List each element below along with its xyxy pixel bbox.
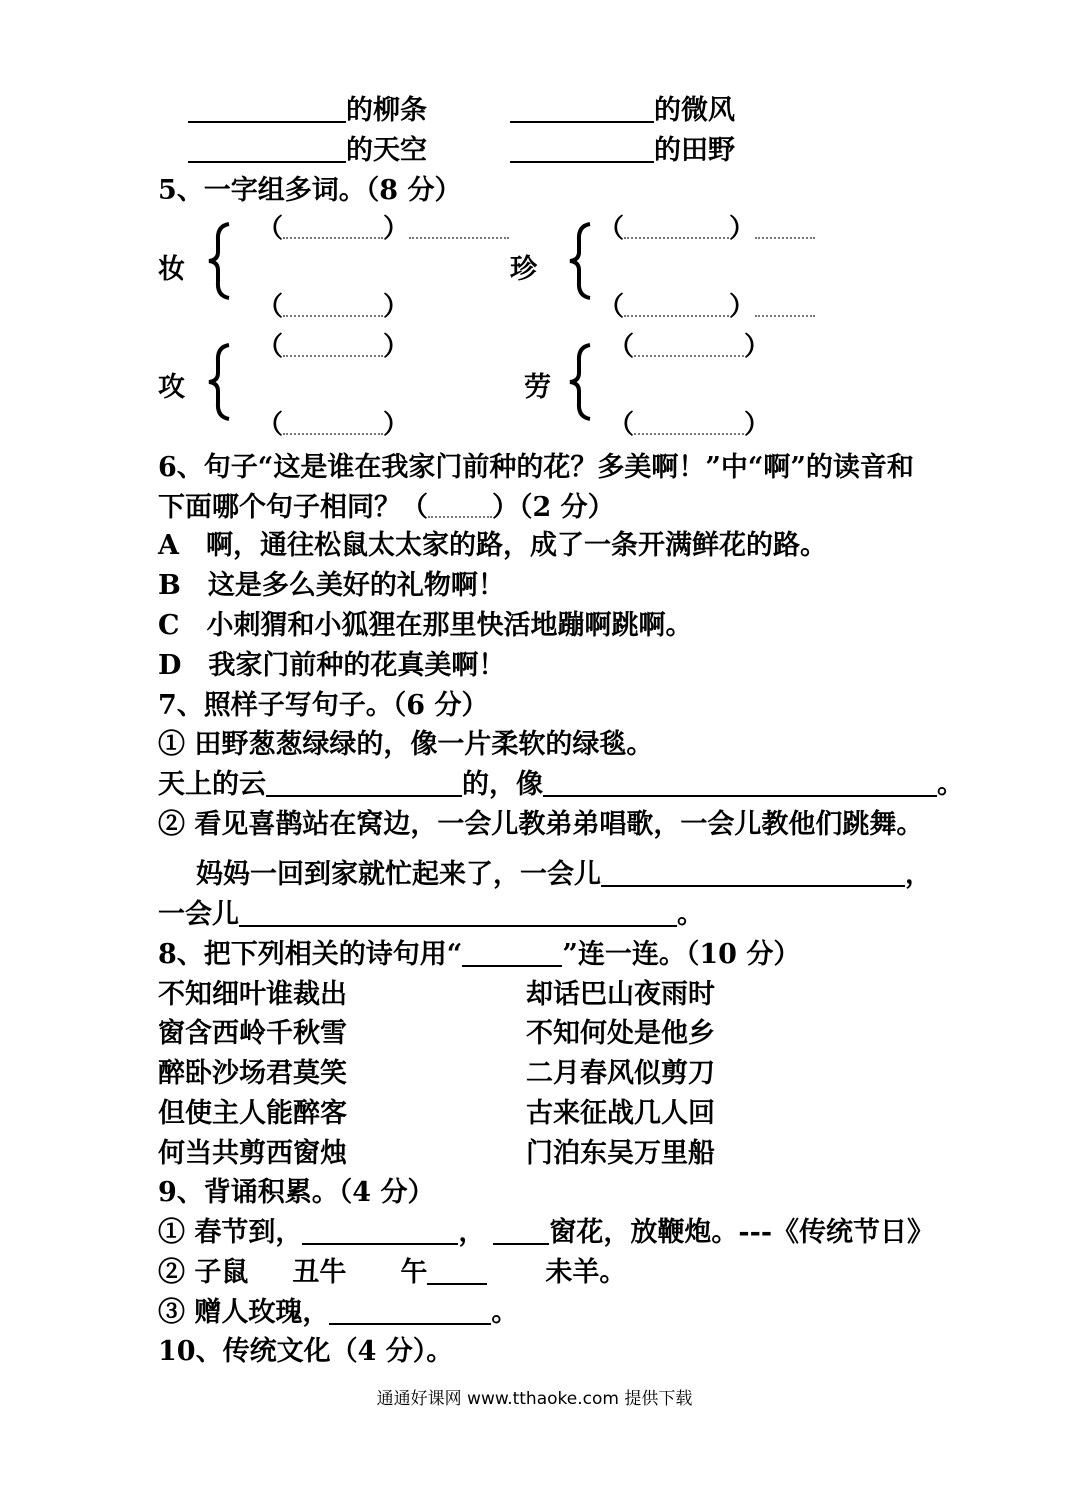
q6-line1: 6、句子“这是谁在我家门前种的花？多美啊！”中“啊”的读音和 — [158, 452, 914, 483]
q6-option-c: C 小刺猬和小狐狸在那里快活地蹦啊跳啊。 — [158, 610, 693, 641]
blank[interactable] — [427, 1257, 487, 1285]
q4-row1-b-text: 的微风 — [654, 95, 735, 126]
blank[interactable] — [329, 1297, 491, 1325]
q6-option-b: B 这是多么美好的礼物啊！ — [158, 570, 505, 601]
q7-example-2: ② 看见喜鹊站在窝边，一会儿教弟弟唱歌，一会儿教他们跳舞。 — [158, 809, 924, 840]
brace-icon — [566, 222, 596, 300]
q5-paren-2b[interactable]: （ ） — [598, 290, 815, 324]
footer: 通通好课网 www.tthaoke.com 提供下载 — [376, 1389, 693, 1409]
q4-row2-b — [510, 133, 735, 169]
blank[interactable] — [510, 135, 654, 163]
q6-option-a: A 啊，通往松鼠太太家的路，成了一条开满鲜花的路。 — [158, 530, 827, 561]
q8-left-2[interactable]: 窗含西岭千秋雪 — [158, 1018, 347, 1049]
q8-title: 8、把下列相关的诗句用“ ”连一连。（10 分） — [158, 939, 801, 970]
blank[interactable] — [302, 1217, 458, 1245]
q6-option-d: D 我家门前种的花真美啊！ — [158, 650, 506, 681]
q5-char-3: 攻 — [158, 372, 185, 403]
q9-line-3: ③ 赠人玫瑰， 。 — [158, 1297, 519, 1328]
q8-left-1[interactable]: 不知细叶谁裁出 — [158, 979, 347, 1010]
blank[interactable] — [493, 1217, 549, 1245]
q8-right-3[interactable]: 二月春风似剪刀 — [526, 1058, 715, 1089]
q4-row1-b — [510, 93, 735, 129]
q4-row2-a-text: 的天空 — [346, 135, 427, 166]
q9-line-2: ② 子鼠 丑牛 午 未羊。 — [158, 1257, 627, 1288]
q5-paren-3a[interactable]: （ ） — [257, 332, 410, 362]
q5-char-1: 妆 — [158, 254, 185, 285]
q5-paren-1a[interactable]: （ ） — [257, 212, 509, 246]
brace-icon — [205, 222, 235, 300]
line-sample — [462, 939, 562, 967]
q8-left-4[interactable]: 但使主人能醉客 — [158, 1098, 347, 1129]
q4-row2 — [188, 133, 427, 169]
q5-paren-2a[interactable]: （ ） — [598, 212, 815, 246]
q8-right-1[interactable]: 却话巴山夜雨时 — [526, 979, 715, 1010]
blank[interactable] — [188, 95, 346, 123]
q8-right-4[interactable]: 古来征战几人回 — [526, 1098, 715, 1129]
q8-left-5[interactable]: 何当共剪西窗烛 — [158, 1138, 347, 1169]
blank[interactable] — [601, 859, 905, 887]
q7-fill-2: 妈妈一回到家就忙起来了，一会儿 ， — [196, 859, 932, 890]
q8-left-3[interactable]: 醉卧沙场君莫笑 — [158, 1058, 347, 1089]
q9-line-1: ① 春节到， ， 窗花，放鞭炮。---《传统节日》 — [158, 1217, 935, 1248]
q4-row2-b-text: 的田野 — [654, 135, 735, 166]
q7-fill-1: 天上的云 的，像 。 — [158, 769, 964, 800]
q9-title: 9、背诵积累。（4 分） — [158, 1177, 435, 1208]
blank[interactable] — [188, 135, 346, 163]
q8-right-5[interactable]: 门泊东吴万里船 — [526, 1138, 715, 1169]
brace-icon — [205, 343, 235, 421]
q7-title: 7、照样子写句子。（6 分） — [158, 690, 489, 721]
q5-char-4: 劳 — [524, 372, 551, 403]
blank[interactable] — [510, 95, 654, 123]
answer-blank[interactable] — [428, 494, 492, 518]
q4-row1-a-text: 的柳条 — [346, 95, 427, 126]
q8-right-2[interactable]: 不知何处是他乡 — [526, 1018, 715, 1049]
blank[interactable] — [266, 769, 462, 797]
q10-title: 10、传统文化（4 分）。 — [158, 1336, 454, 1367]
q5-paren-4b[interactable]: （ ） — [608, 410, 771, 440]
q5-title: 5、一字组多词。（8 分） — [158, 175, 462, 206]
blank[interactable] — [239, 899, 677, 927]
q5-char-2: 珍 — [510, 254, 537, 285]
q7-fill-2b: 一会儿 。 — [158, 899, 704, 930]
q5-paren-4a[interactable]: （ ） — [608, 332, 771, 362]
brace-icon — [566, 343, 596, 421]
q4-row1 — [188, 93, 427, 129]
q6-line2: 下面哪个句子相同？（ ）（2 分） — [158, 492, 615, 523]
blank[interactable] — [543, 769, 937, 797]
q5-paren-3b[interactable]: （ ） — [257, 410, 410, 440]
q5-paren-1b[interactable]: （ ） — [257, 292, 410, 322]
q7-example-1: ① 田野葱葱绿绿的，像一片柔软的绿毯。 — [158, 729, 654, 760]
